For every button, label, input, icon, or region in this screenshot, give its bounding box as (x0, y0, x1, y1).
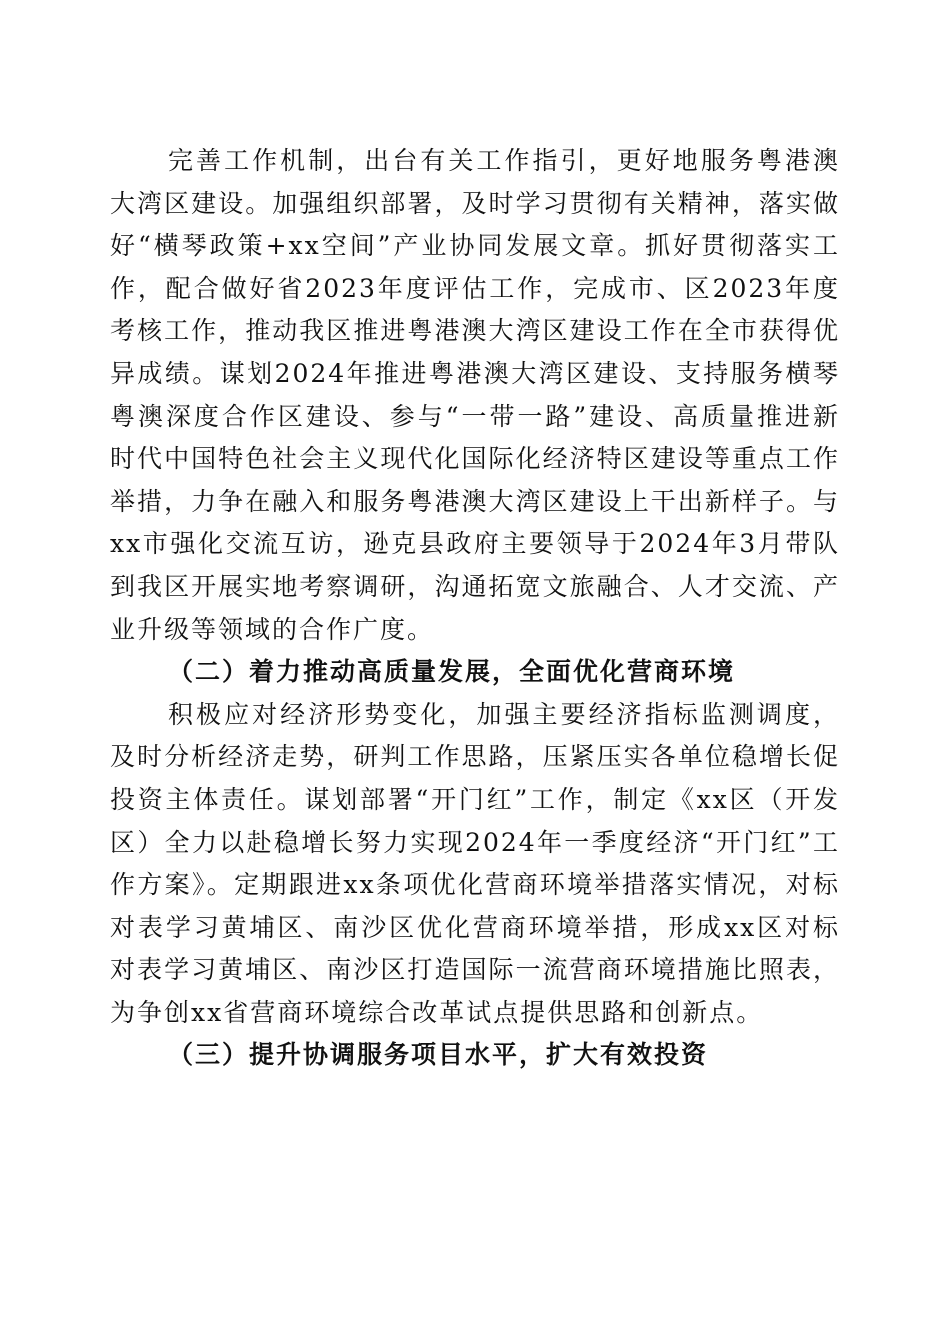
document-body (110, 140, 840, 1077)
section-heading-2: （二）着力推动高质量发展，全面优化营商环境 (168, 657, 736, 687)
paragraph-business-environment: 积极应对经济形势变化，加强主要经济指标监测调度，及时分析经济走势，研判工作思路，压紧压实各单位稳增长促投资主体责任。谋划部署“开门红”工作，制定《xx区（开发区）全力以赴稳增长努力实现2024年一季度经济“开门红”工作方案》。定期跟进xx条项优化营商环境举措落实情况，对标对表学习黄埔区、南沙区优化营商环境举措，形成xx区对标对表学习黄埔区、南沙区打造国际一流营商环境措施比照表，为争创xx省营商环境综合改革试点提供思路和创新点。 (110, 699, 840, 1027)
paragraph-greater-bay-area-work: 完善工作机制，出台有关工作指引，更好地服务粤港澳大湾区建设。加强组织部署，及时学习贯彻有关精神，落实做好“横琴政策+xx空间”产业协同发展文章。抓好贯彻落实工作，配合做好省2023年度评估工作，完成市、区2023年度考核工作，推动我区推进粤港澳大湾区建设工作在全市获得优异成绩。谋划2024年推进粤港澳大湾区建设、支持服务横琴粤澳深度合作区建设、参与“一带一路”建设、高质量推进新时代中国特色社会主义现代化国际化经济特区建设等重点工作举措，力争在融入和服务粤港澳大湾区建设上干出新样子。与xx市强化交流互访，逊克县政府主要领导于2024年3月带队到我区开展实地考察调研，沟通拓宽文旅融合、人才交流、产业升级等领域的合作广度。 (110, 146, 840, 644)
section-heading-3: （三）提升协调服务项目水平，扩大有效投资 (168, 1040, 709, 1070)
